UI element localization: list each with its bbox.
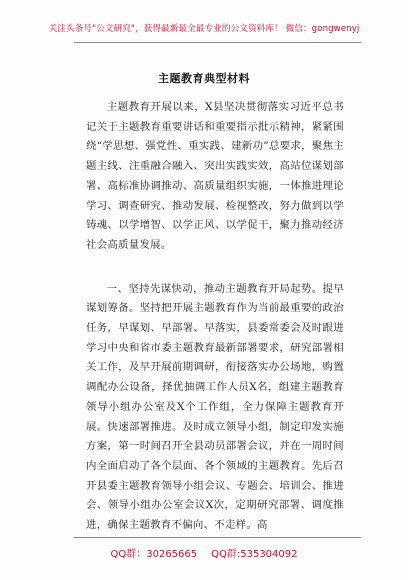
- header-banner: 关注头条号"公文研究"，获得最新最全最专业的公文资料库！ 微信：gongwenyj: [48, 24, 360, 34]
- footer-qq-group-2: QQ群:535304092: [211, 549, 298, 560]
- footer-qq-group-1: QQ群：30265665: [110, 549, 198, 560]
- document-title: 主题教育典型材料: [158, 72, 250, 85]
- header-divider: [74, 42, 361, 43]
- document-body: [86, 98, 344, 560]
- footer-contacts: [0, 545, 408, 560]
- body-paragraph-1: 主题教育开展以来，X县坚决贯彻落实习近平总书记关于主题教育重要讲话和重要指示批示精神，紧紧围绕“学思想、强党性、重实践、建新功”总要求，聚焦主题主线、注重融合融入、突出实践实效，高站位谋划部署、高标准协调推动、高质量组织实施，一体推进理论学习、调查研究、推动发展、检视整改，努力做到以学铸魂、以学增智、以学正风、以学促干，聚力推动经济社会高质量发展。: [86, 101, 344, 251]
- body-paragraph-2: 一、坚持先谋快动，推动主题教育开局起势。提早谋划筹备。坚持把开展主题教育作为当前最重要的政治任务，早谋划、早部署、早落实，县委常委会及时跟进学习中央和省市委主题教育最新部署要求，研究部署相关工作，及早开展前期调研，衔接落实办公场地，购置调配办公设备，择优抽调工作人员X名，组建主题教育领导小组办公室及X个工作组，全力保障主题教育开展。快速部署推进。及时成立领导小组，制定印发实施方案，第一时间召开全县动员部署会议，并在一周时间内全面启动了各个层面、各个领域的主题教育。先后召开县委主题教育领导小组会议、专题会、培训会、推进会、领导小组办公室会议X次，定期研究部署、调度推进，确保主题教育不偏向、不走样。高: [86, 282, 344, 532]
- footer-divider: [74, 537, 361, 538]
